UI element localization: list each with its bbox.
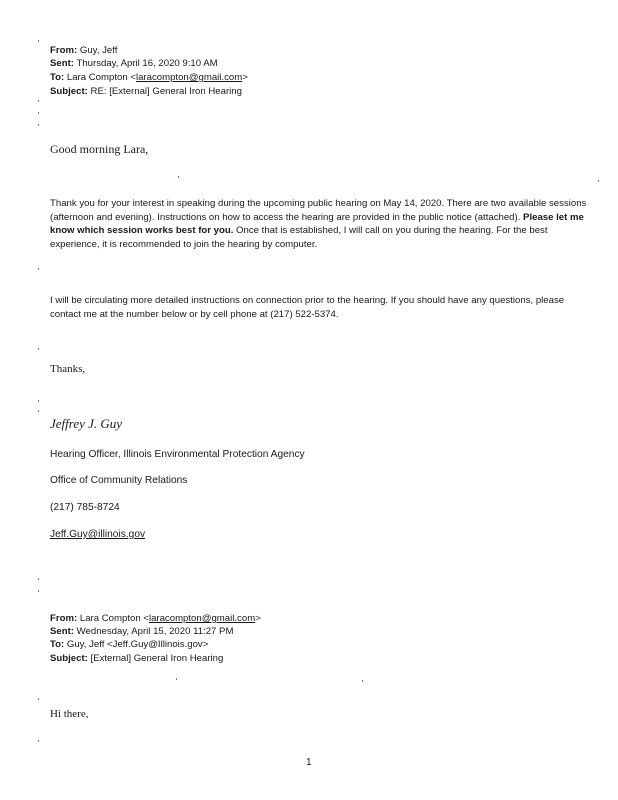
paragraph-1-text-end: Once that is established, I will call on you during the hearing. For the best experience, it is recommended to join the hearing by computer.: [50, 225, 548, 251]
scan-speck: [38, 410, 39, 412]
original-sent-value: Wednesday, April 15, 2020 11:27 PM: [76, 626, 234, 637]
scan-speck: [38, 124, 39, 126]
reply-greeting: Good morning Lara,: [50, 142, 149, 156]
scan-speck: [598, 180, 599, 182]
signature-title: Hearing Officer, Illinois Environmental Protection Agency: [50, 449, 305, 460]
reply-from-label: From:: [50, 45, 78, 56]
original-greeting: Hi there,: [50, 708, 89, 720]
scan-speck: [38, 400, 39, 402]
scan-speck: [38, 100, 39, 102]
reply-sent-value: Thursday, April 16, 2020 9:10 AM: [76, 58, 218, 69]
original-from-label: From:: [50, 613, 78, 624]
reply-from-line: [50, 45, 117, 58]
original-from-email-link[interactable]: laracompton@gmail.com: [148, 613, 256, 624]
scan-speck: [38, 590, 39, 592]
reply-to-email-link[interactable]: laracompton@gmail.com: [135, 72, 243, 83]
original-to-line: [50, 639, 208, 652]
original-subject-line: [50, 653, 223, 666]
reply-subject-line: [50, 86, 242, 99]
scan-speck: [178, 176, 179, 178]
original-subject-label: Subject:: [50, 653, 88, 664]
reply-from-value: Guy, Jeff: [79, 45, 118, 56]
signature-email-link[interactable]: Jeff.Guy@illinois.gov: [50, 529, 146, 540]
scan-speck: [38, 268, 39, 270]
scan-speck: [362, 680, 363, 682]
scan-speck: [38, 578, 39, 580]
reply-subject-value: RE: [External] General Iron Hearing: [90, 86, 242, 97]
page-number: 1: [306, 757, 312, 768]
scan-speck: [38, 740, 39, 742]
original-to-label: To:: [50, 639, 65, 650]
signature-name: Jeffrey J. Guy: [50, 416, 123, 431]
scan-speck: [38, 112, 39, 114]
scan-speck: [38, 698, 39, 700]
reply-to-label: To:: [50, 72, 65, 83]
scan-speck: [38, 40, 39, 42]
original-from-line: [50, 613, 261, 626]
original-sent-line: [50, 626, 233, 639]
reply-sent-label: Sent:: [50, 58, 74, 69]
original-from-name: Lara Compton <: [79, 613, 149, 624]
reply-sent-line: [50, 58, 218, 71]
signature-office: Office of Community Relations: [50, 475, 188, 486]
paragraph-1-bold-text: Please let me know which session works best for you.: [50, 211, 584, 237]
reply-subject-label: Subject:: [50, 86, 88, 97]
original-sent-label: Sent:: [50, 626, 74, 637]
original-subject-value: [External] General Iron Hearing: [90, 653, 224, 664]
paragraph-1-text: Thank you for your interest in speaking during the upcoming public hearing on May 14, 2020. There are two available sessions (afternoon and evening). Instructions on how to access the hearing are provided in the public notice (attached).: [50, 198, 587, 223]
signature-phone: (217) 785-8724: [50, 502, 120, 513]
reply-paragraph-2: I will be circulating more detailed instructions on connection prior to the hearing. If you should have any questions, please contact me at the number below or by cell phone at (217) 522-5374.: [50, 295, 565, 320]
reply-paragraph-1: [50, 197, 590, 252]
reply-to-close: >: [242, 72, 248, 83]
original-to-value: Guy, Jeff <Jeff.Guy@Illinois.gov>: [66, 639, 209, 650]
scan-speck: [38, 348, 39, 350]
reply-to-line: [50, 72, 248, 85]
scan-speck: [176, 678, 177, 680]
reply-closing: Thanks,: [50, 363, 86, 375]
reply-to-name: Lara Compton <: [66, 72, 136, 83]
original-from-close: >: [255, 613, 261, 624]
